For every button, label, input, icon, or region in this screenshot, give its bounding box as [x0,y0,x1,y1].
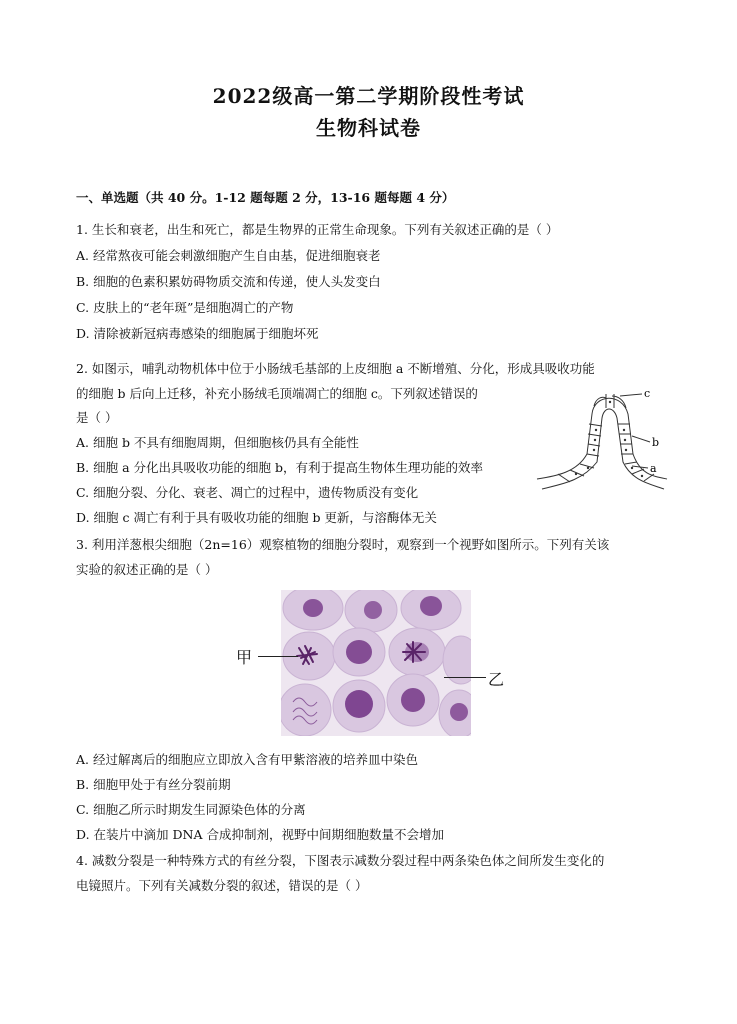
q2-option-c: C. 细胞分裂、分化、衰老、凋亡的过程中，遗传物质没有变化 [76,485,419,500]
q1-stem: 1. 生长和衰老，出生和死亡，都是生物界的正常生命现象。下列有关叙述正确的是（ ） [76,222,559,237]
q3-option-d: D. 在装片中滴加 DNA 合成抑制剂，视野中间期细胞数量不会增加 [76,827,444,842]
q2-stem-line-3: 是（ ） [76,410,118,425]
q2-stem-line-2: 的细胞 b 后向上迁移，补充小肠绒毛顶端凋亡的细胞 c。下列叙述错误的 [76,386,478,401]
q1-option-a: A. 经常熬夜可能会刺激细胞产生自由基，促进细胞衰老 [76,248,381,263]
q3-option-b: B. 细胞甲处于有丝分裂前期 [76,777,231,792]
exam-subtitle: 生物科试卷 [316,116,421,140]
q1-option-d: D. 清除被新冠病毒感染的细胞属于细胞坏死 [76,326,319,341]
villus-label-b: b [652,436,660,449]
villus-label-a: a [650,462,657,475]
leader-jia [258,656,298,657]
label-jia: 甲 [236,648,253,667]
villus-diagram [532,384,672,494]
q3-stem-line-1: 3. 利用洋葱根尖细胞（2n=16）观察植物的细胞分裂时，观察到一个视野如图所示。下列有关该 [76,537,610,552]
label-yi: 乙 [488,670,505,689]
leader-yi [444,677,486,678]
q2-option-a: A. 细胞 b 不具有细胞周期，但细胞核仍具有全能性 [76,435,359,450]
onion-root-tip-micrograph [281,590,471,736]
q3-stem-line-2: 实验的叙述正确的是（ ） [76,562,218,577]
q2-option-b: B. 细胞 a 分化出具吸收功能的细胞 b，有利于提高生物体生理功能的效率 [76,460,484,475]
q2-option-d: D. 细胞 c 凋亡有利于具有吸收功能的细胞 b 更新，与溶酶体无关 [76,510,437,525]
exam-title: 2022级高一第二学期阶段性考试 [212,84,525,108]
villus-label-c: c [644,387,651,400]
section-heading: 一、单选题（共 40 分。1-12 题每题 2 分，13-16 题每题 4 分） [76,190,455,205]
q4-stem-line-1: 4. 减数分裂是一种特殊方式的有丝分裂，下图表示减数分裂过程中两条染色体之间所发生变化的 [76,853,605,868]
q1-option-c: C. 皮肤上的“老年斑”是细胞凋亡的产物 [76,300,294,315]
q3-option-c: C. 细胞乙所示时期发生同源染色体的分离 [76,802,306,817]
q4-stem-line-2: 电镜照片。下列有关减数分裂的叙述，错误的是（ ） [76,878,368,893]
q2-stem-line-1: 2. 如图示，哺乳动物机体中位于小肠绒毛基部的上皮细胞 a 不断增殖、分化，形成具吸收功能 [76,361,595,376]
q1-option-b: B. 细胞的色素积累妨碍物质交流和传递，使人头发变白 [76,274,381,289]
q3-option-a: A. 经过解离后的细胞应立即放入含有甲紫溶液的培养皿中染色 [76,752,418,767]
